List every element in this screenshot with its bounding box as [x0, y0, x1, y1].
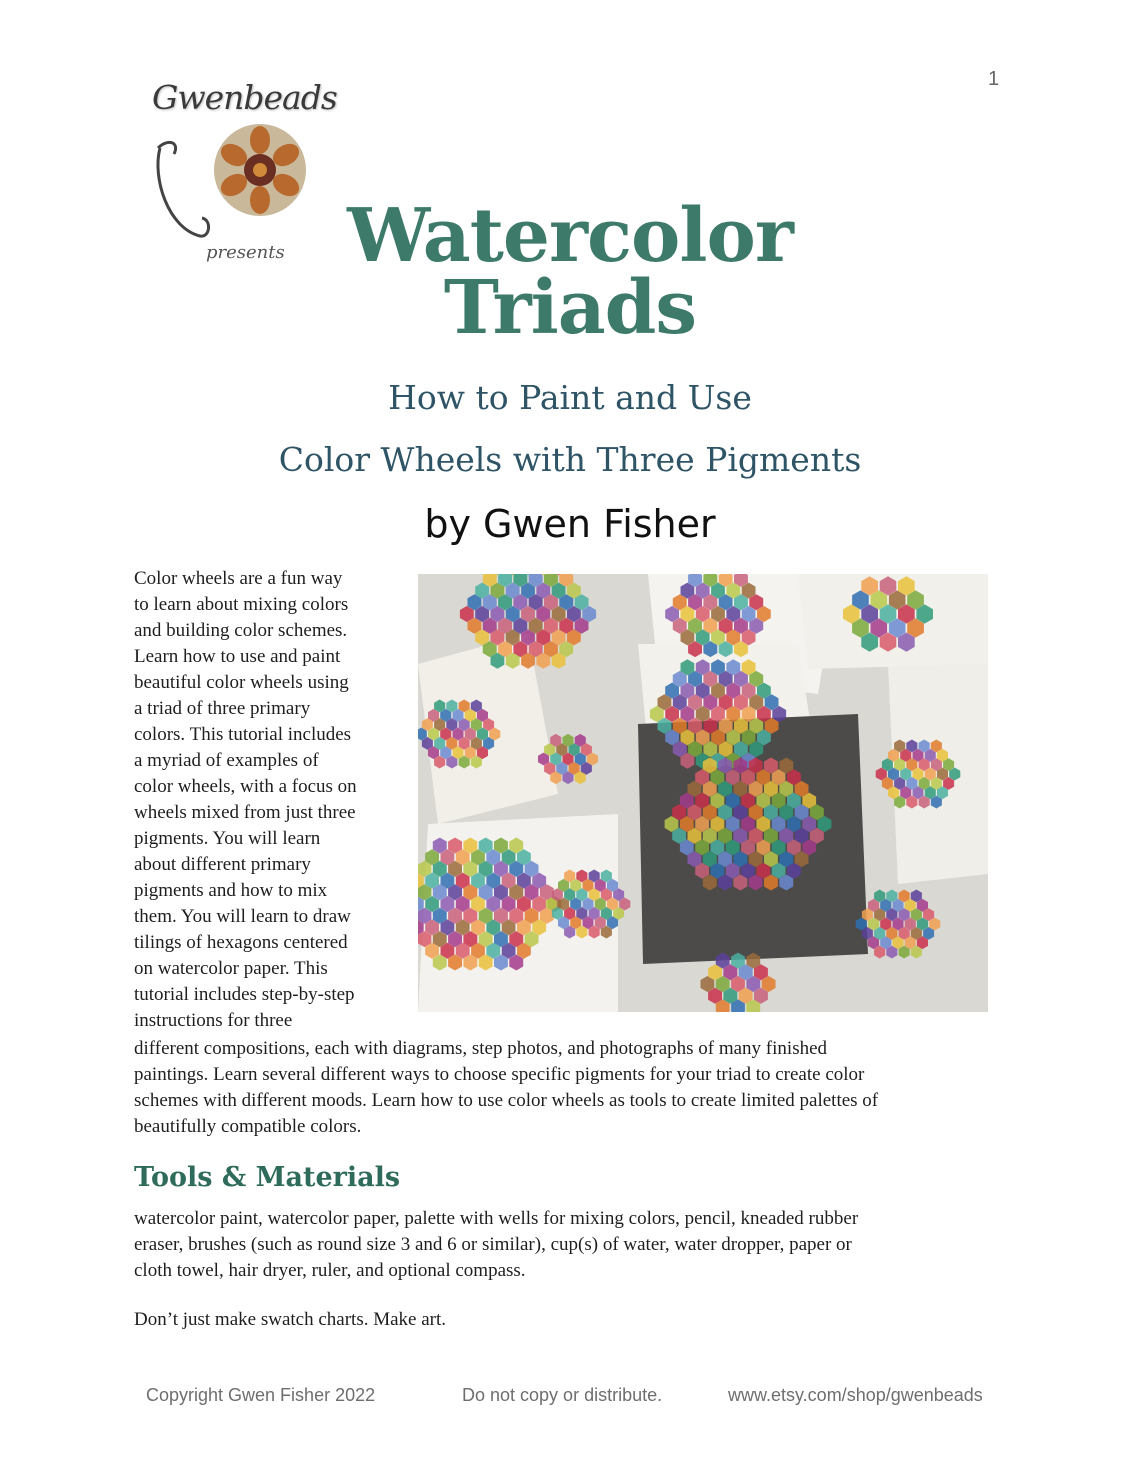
tools-line: cloth towel, hair dryer, ruler, and optional compass. [134, 1260, 526, 1281]
tools-heading: Tools & Materials [134, 1162, 401, 1193]
title-line-1: Watercolor [347, 193, 793, 279]
intro-line: a myriad of examples of [134, 750, 319, 771]
intro-line: wheels mixed from just three [134, 802, 356, 823]
intro-line: to learn about mixing colors [134, 594, 349, 615]
logo-wordmark: Gwenbeads [152, 78, 337, 117]
hexagon-paintings-illustration [418, 574, 988, 1012]
page-title [300, 193, 840, 351]
intro-line: pigments and how to mix [134, 880, 328, 901]
gwenbeads-logo [148, 78, 337, 278]
intro-line: on watercolor paper. This [134, 958, 328, 979]
intro-line: Learn how to use and paint [134, 646, 341, 667]
footer-notice: Do not copy or distribute. [462, 1385, 663, 1405]
intro-line: colors. This tutorial includes [134, 724, 352, 745]
intro-line: different compositions, each with diagrams, step photos, and photographs of many finished [134, 1038, 828, 1059]
intro-line: pigments. You will learn [134, 828, 321, 849]
subtitle-line-2: Color Wheels with Three Pigments [278, 440, 862, 479]
byline: by Gwen Fisher [424, 502, 716, 546]
beaded-medallion-icon [148, 108, 323, 248]
intro-line: color wheels, with a focus on [134, 776, 357, 797]
intro-line: paintings. Learn several different ways to choose specific pigments for your triad to create color [134, 1064, 865, 1085]
tools-list [134, 1206, 1014, 1284]
logo-presents: presents [206, 242, 285, 263]
page-number: 1 [988, 68, 1000, 90]
footer-url[interactable]: www.etsy.com/shop/gwenbeads [728, 1385, 983, 1405]
intro-paragraph-column [134, 566, 402, 1034]
tagline: Don’t just make swatch charts. Make art. [134, 1309, 447, 1330]
subtitle-line-1: How to Paint and Use [388, 378, 752, 417]
intro-paragraph-full [134, 1036, 1014, 1140]
tools-line: watercolor paint, watercolor paper, palette with wells for mixing colors, pencil, kneaded rubber [134, 1208, 859, 1229]
intro-line: tilings of hexagons centered [134, 932, 348, 953]
intro-line: beautiful color wheels using [134, 672, 349, 693]
intro-line: Color wheels are a fun way [134, 568, 343, 589]
intro-line: a triad of three primary [134, 698, 311, 719]
tools-line: eraser, brushes (such as round size 3 and 6 or similar), cup(s) of water, water dropper, paper or [134, 1234, 852, 1255]
footer-copyright: Copyright Gwen Fisher 2022 [146, 1385, 376, 1405]
intro-line: instructions for three [134, 1010, 293, 1031]
intro-line: and building color schemes. [134, 620, 348, 641]
color-wheels-photo [418, 574, 988, 1012]
intro-line: tutorial includes step-by-step [134, 984, 355, 1005]
intro-line: about different primary [134, 854, 311, 875]
intro-line: them. You will learn to draw [134, 906, 351, 927]
title-line-2: Triads [443, 265, 697, 351]
intro-line: beautifully compatible colors. [134, 1116, 362, 1137]
intro-line: schemes with different moods. Learn how to use color wheels as tools to create limited palettes of [134, 1090, 879, 1111]
